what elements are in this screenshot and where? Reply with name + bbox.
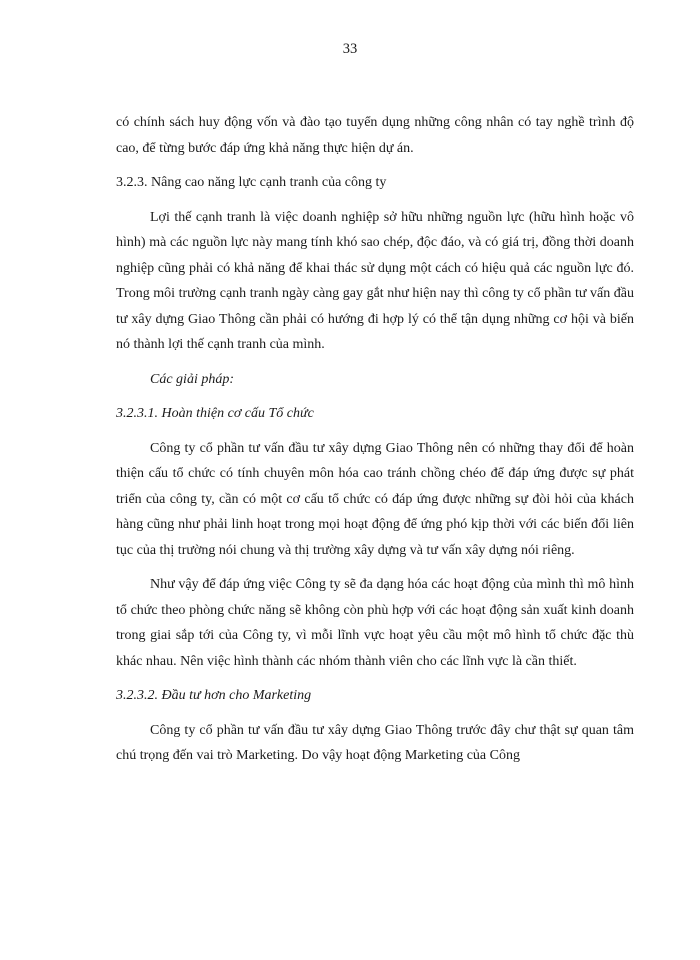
paragraph-organization: Công ty cổ phần tư vấn đầu tư xây dựng Giao Thông nên có những thay đổi để hoàn thiện cấu tổ chức có tính chuyên môn hóa cao tránh chồng chéo để đáp ứng được sự phát triển của công ty, cần có một cơ cấu tổ chức có đáp ứng được những sự đòi hỏi của khách hàng cũng như phải linh hoạt trong mọi hoạt động để ứng phó kịp thời với các biến đổi liên tục của thị trường nói chung và thị trường xây dựng và tư vấn xây dựng nói riêng. — [116, 440, 634, 558]
paragraph-continuation: có chính sách huy động vốn và đào tạo tuyển dụng những công nhân có tay nghề trình độ cao, để từng bước đáp ứng khả năng thực hiện dự án. — [116, 115, 634, 156]
subsection-heading-3-2-3-2: 3.2.3.2. Đầu tư hơn cho Marketing — [116, 688, 312, 703]
solutions-label: Các giải pháp: — [150, 371, 234, 387]
paragraph-marketing: Công ty cổ phần tư vấn đầu tư xây dựng Giao Thông trước đây chư thật sự quan tâm chú trọng đến vai trò Marketing. Do vậy hoạt động Marketing của Công — [116, 722, 634, 763]
paragraph-diversification: Như vậy để đáp ứng việc Công ty sẽ đa dạng hóa các hoạt động của mình thì mô hình tổ chức theo phòng chức năng sẽ không còn phù hợp với các hoạt động sản xuất kinh doanh trong giai sắp tới của Công ty, vì mỗi lĩnh vực hoạt yêu cầu một mô hình tổ chức đặc thù khác nhau. Nên việc hình thành các nhóm thành viên cho các lĩnh vực là cần thiết. — [116, 577, 634, 669]
subsection-heading-3-2-3-1: 3.2.3.1. Hoàn thiện cơ cấu Tổ chức — [116, 406, 314, 421]
section-heading-3-2-3: 3.2.3. Nâng cao năng lực cạnh tranh của công ty — [116, 175, 387, 190]
page-number: 33 — [342, 41, 358, 57]
paragraph-competitive-advantage: Lợi thế cạnh tranh là việc doanh nghiệp sở hữu những nguồn lực (hữu hình hoặc vô hình) mà các nguồn lực này mang tính khó sao chép, độc đáo, và có giá trị, đồng thời doanh nghiệp cũng phải có khả năng để khai thác sử dụng một cách có hiệu quả các nguồn lực đó. Trong môi trường cạnh tranh ngày càng gay gắt như hiện nay thì công ty cổ phần tư vấn đầu tư xây dựng Giao Thông cần phải có hướng đi hợp lý có thể tận dụng những cơ hội và biến nó thành lợi thế cạnh tranh của mình. — [116, 209, 634, 352]
document-body — [116, 110, 634, 778]
